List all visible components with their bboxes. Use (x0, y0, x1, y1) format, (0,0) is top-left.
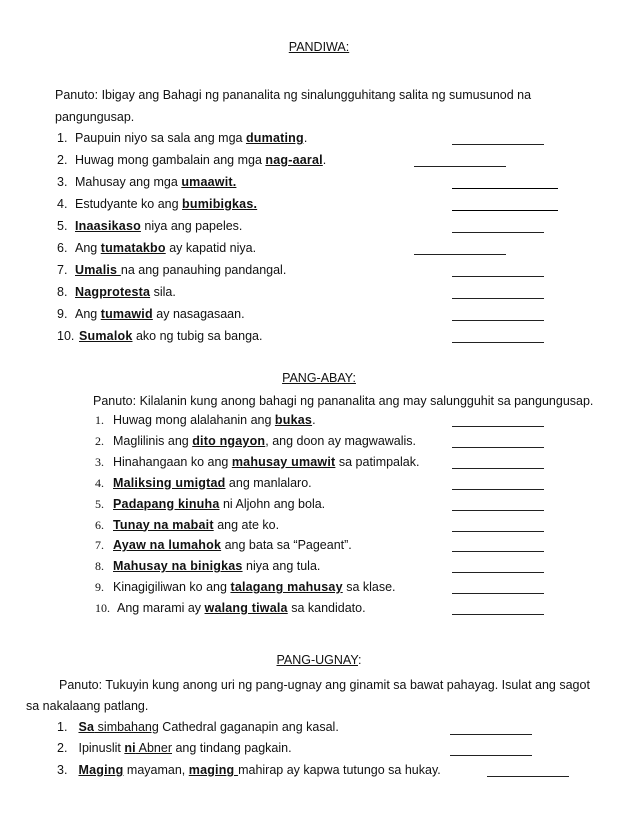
item-text-after: . (312, 413, 316, 427)
item-number: 1. (57, 131, 68, 145)
pangugnay-heading (0, 653, 638, 667)
item-text-before: Paupuin niyo sa sala ang mga (75, 131, 246, 145)
item-text-after: ang ate ko. (213, 517, 280, 532)
pandiwa-item (57, 128, 307, 148)
item-text-mid: mayaman, (123, 763, 189, 777)
pangugnay-heading-colon: : (358, 653, 362, 667)
item-text-after: sila. (150, 285, 176, 299)
answer-blank[interactable] (452, 531, 544, 532)
pangugnay-item-2 (57, 738, 292, 758)
answer-blank[interactable] (487, 776, 569, 777)
pandiwa-item (57, 150, 326, 170)
item-number: 5. (95, 496, 104, 511)
item-text-before: Hinahangaan ko ang (113, 454, 232, 469)
pandiwa-instruction-line2: pangungusap. (55, 110, 135, 124)
pangabay-item (95, 577, 396, 597)
answer-blank[interactable] (452, 551, 544, 552)
pangabay-item (95, 598, 366, 618)
underlined-word: Umalis (75, 263, 121, 277)
item-text-after: Cathedral gaganapin ang kasal. (158, 720, 339, 734)
item-text-after: niya ang tula. (242, 559, 321, 574)
item-number: 2. (95, 433, 104, 448)
item-text-after: , ang doon ay magwawalis. (265, 433, 417, 448)
item-text-before: Mahusay ang mga (75, 175, 182, 189)
item-number: 6. (95, 517, 104, 532)
underlined-word: Ayaw na lumahok (113, 538, 222, 553)
underlined-word: Maliksing umigtad (113, 475, 226, 490)
item-number: 10. (95, 601, 110, 616)
pangabay-item (95, 452, 419, 472)
item-text-after: . (303, 131, 308, 145)
item-text-after: niya ang papeles. (140, 219, 243, 233)
item-text-after: ang bata sa “Pageant”. (221, 538, 352, 553)
item-number: 3. (57, 175, 68, 189)
item-text-after: ako ng tubig sa banga. (132, 329, 263, 343)
pandiwa-item (57, 194, 257, 214)
item-number: 4. (95, 475, 104, 490)
item-number: 2. (57, 741, 68, 755)
item-text-after: sa klase. (342, 580, 396, 595)
underlined-word: Maging (78, 763, 124, 777)
underlined-word: Tunay na mabait (113, 517, 214, 532)
item-text-before: Ang marami ay (117, 601, 205, 616)
answer-blank[interactable] (450, 734, 532, 735)
item-text-after: mahirap ay kapwa tutungo sa hukay. (238, 763, 441, 777)
pangabay-item (95, 556, 320, 576)
pandiwa-instruction-line1: Panuto: Ibigay ang Bahagi ng pananalita ng sinalungguhitang salita ng sumusunod na (55, 88, 532, 102)
answer-blank[interactable] (452, 188, 558, 189)
pangugnay-instruction-line2: sa nakalaang patlang. (26, 699, 149, 713)
pangabay-item (95, 410, 316, 430)
item-text-after: ay kapatid niya. (165, 241, 257, 255)
item-number: 1. (95, 413, 104, 427)
item-text-before: Estudyante ko ang (75, 197, 183, 211)
item-number: 9. (95, 580, 104, 595)
pandiwa-item (57, 238, 256, 258)
pandiwa-item (57, 304, 245, 324)
item-text-after: sa patimpalak. (335, 454, 420, 469)
underlined-word: nag-aaral (265, 153, 323, 167)
item-text-after: ni Aljohn ang bola. (219, 496, 326, 511)
underlined-word: umaawit. (181, 175, 237, 189)
item-text-before: Huwag mong gambalain ang mga (75, 153, 266, 167)
item-number: 3. (95, 454, 104, 469)
pandiwa-item (57, 260, 286, 280)
underlined-word: bumibigkas. (182, 197, 258, 211)
underlined-word: maging (188, 763, 239, 777)
item-text-after: ang manlalaro. (225, 475, 312, 490)
underlined-word: simbahang (94, 720, 159, 734)
item-number: 6. (57, 241, 68, 255)
underlined-word: Nagprotesta (75, 285, 151, 299)
item-text-after: . (322, 153, 327, 167)
answer-blank[interactable] (452, 426, 544, 427)
pangugnay-instruction-line1: Panuto: Tukuyin kung anong uri ng pang-ugnay ang ginamit sa bawat pahayag. Isulat ang sagot (59, 678, 590, 692)
pangugnay-item-3 (57, 760, 441, 780)
pangugnay-heading-text: PANG-UGNAY (276, 653, 358, 667)
underlined-word: walang tiwala (204, 601, 288, 616)
item-number: 9. (57, 307, 68, 321)
underlined-word: Padapang kinuha (113, 496, 220, 511)
underlined-word: Inaasikaso (75, 219, 141, 233)
item-number: 5. (57, 219, 68, 233)
answer-blank[interactable] (414, 254, 506, 255)
item-number: 1. (57, 720, 68, 734)
pangabay-item (95, 473, 312, 493)
pandiwa-item (57, 216, 242, 236)
item-text-before: Maglilinis ang (113, 433, 193, 448)
answer-blank[interactable] (452, 468, 544, 469)
item-number: 7. (95, 538, 104, 553)
pangabay-instruction: Panuto: Kilalanin kung anong bahagi ng pananalita ang may salungguhit sa pangungusap. (93, 394, 594, 408)
item-number: 2. (57, 153, 68, 167)
underlined-word: tumawid (100, 307, 153, 321)
pandiwa-item (57, 172, 236, 192)
item-number: 8. (95, 559, 104, 574)
item-text-after: sa kandidato. (287, 601, 366, 616)
pandiwa-instruction (55, 84, 615, 128)
item-text-before: Ang (75, 307, 101, 321)
pangabay-item (95, 515, 279, 535)
pandiwa-heading: PANDIWA: (288, 40, 350, 54)
underlined-word: Abner (135, 741, 172, 755)
answer-blank[interactable] (452, 342, 544, 343)
item-text-after: na ang panauhing pandangal. (120, 263, 287, 277)
item-text-before: Ang (75, 241, 101, 255)
pangabay-item (95, 431, 416, 451)
pangabay-item (95, 535, 352, 555)
answer-blank[interactable] (452, 144, 544, 145)
item-text-after: ay nasagasaan. (152, 307, 245, 321)
pangugnay-item-1 (57, 717, 339, 737)
item-text-before: Kinagigiliwan ko ang (113, 580, 231, 595)
item-text-before: Ipinuslit (78, 741, 125, 755)
item-number: 10. (57, 329, 75, 343)
pandiwa-item (57, 282, 176, 302)
answer-blank[interactable] (452, 614, 544, 615)
underlined-word: mahusay umawit (231, 454, 336, 469)
underlined-word: dumating (245, 131, 304, 145)
answer-blank[interactable] (452, 320, 544, 321)
underlined-word: ni (124, 741, 136, 755)
answer-blank[interactable] (452, 489, 544, 490)
underlined-word: Sa (78, 720, 95, 734)
underlined-word: Mahusay na binigkas (113, 559, 243, 574)
pangabay-heading: PANG-ABAY: (282, 371, 356, 385)
answer-blank[interactable] (452, 232, 544, 233)
item-number: 3. (57, 763, 68, 777)
item-text-after: ang tindang pagkain. (172, 741, 292, 755)
item-number: 4. (57, 197, 68, 211)
underlined-word: talagang mahusay (230, 580, 343, 595)
answer-blank[interactable] (452, 447, 544, 448)
pangabay-item (95, 494, 325, 514)
answer-blank[interactable] (414, 166, 506, 167)
answer-blank[interactable] (450, 755, 532, 756)
underlined-word: Sumalok (79, 329, 133, 343)
underlined-word: dito ngayon (192, 433, 266, 448)
answer-blank[interactable] (452, 510, 544, 511)
item-number: 7. (57, 263, 68, 277)
answer-blank[interactable] (452, 593, 544, 594)
item-text-before: Huwag mong alalahanin ang (113, 413, 275, 427)
pandiwa-item (57, 326, 262, 346)
answer-blank[interactable] (452, 298, 544, 299)
answer-blank[interactable] (452, 572, 544, 573)
underlined-word: bukas (274, 413, 313, 427)
answer-blank[interactable] (452, 210, 558, 211)
item-number: 8. (57, 285, 68, 299)
answer-blank[interactable] (452, 276, 544, 277)
underlined-word: tumatakbo (100, 241, 166, 255)
